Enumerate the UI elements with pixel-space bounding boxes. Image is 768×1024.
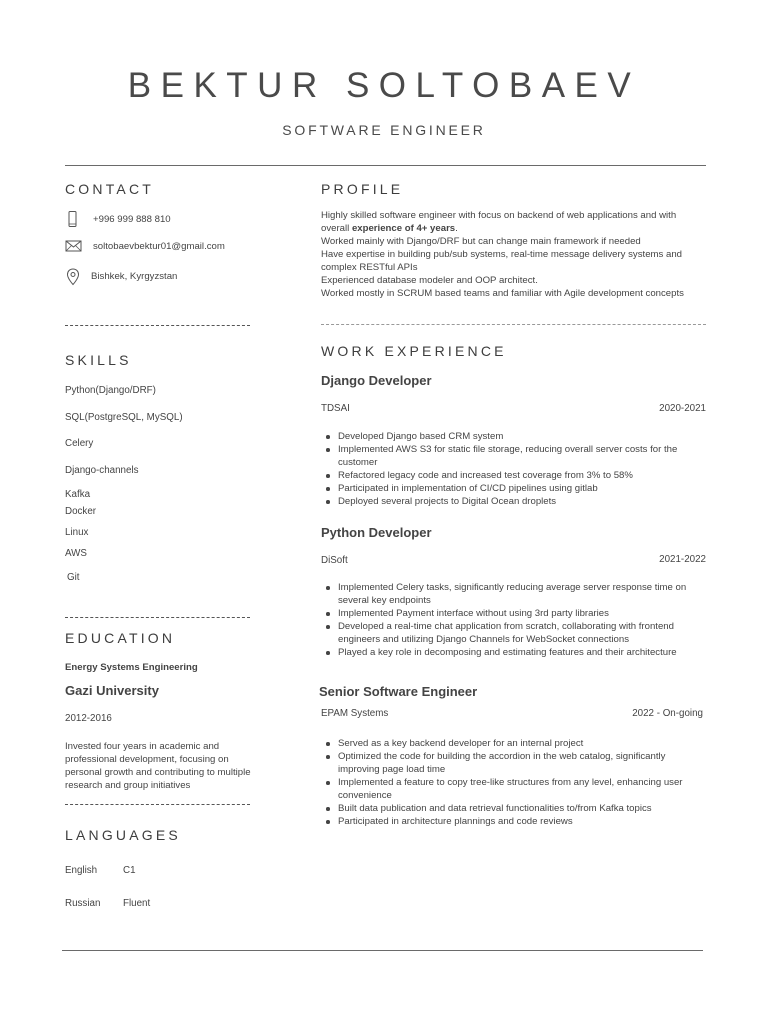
job-title: Senior Software Engineer [319,684,478,699]
mail-icon [65,238,83,254]
list-item: Developed a real-time chat application from scratch, collaborating with frontend engineers and utilizing Django Channels for WebSocket connections [338,620,706,646]
job-title: Python Developer [321,525,432,540]
education-heading: EDUCATION [65,630,176,646]
skills-divider [65,617,250,618]
list-item: Played a key role in decomposing and estimating features and their architecture [338,646,706,659]
skill-item: SQL(PostgreSQL, MySQL) [65,412,183,423]
job-company: DiSoft [321,555,348,566]
education-degree: Energy Systems Engineering [65,662,198,673]
contact-location [65,268,177,284]
job-dates: 2022 - On-going [632,708,703,719]
language-name: Russian [65,898,101,909]
profile-line: Have expertise in building pub/sub systems, real-time message delivery systems and complex RESTful APIs [321,249,682,273]
phone-icon [65,211,83,227]
job-company: EPAM Systems [321,708,389,719]
profile-line: Worked mainly with Django/DRF but can change main framework if needed [321,236,641,247]
list-item: Built data publication and data retrieval functionalities to/from Kafka topics [338,802,708,815]
profile-heading: PROFILE [321,181,404,197]
list-item: Participated in implementation of CI/CD pipelines using gitlab [338,482,706,495]
contact-email[interactable] [65,238,225,254]
language-row [65,898,150,909]
list-item: Deployed several projects to Digital Ocean droplets [338,495,706,508]
job-dates: 2020-2021 [659,403,706,414]
job-bullets [321,581,706,659]
job-company: TDSAI [321,403,350,414]
skill-item: Django-channels [65,465,139,476]
work-heading: WORK EXPERIENCE [321,343,507,359]
skill-item: Celery [65,438,94,449]
contact-phone[interactable] [65,211,171,227]
education-school: Gazi University [65,683,159,698]
phone-text: +996 999 888 810 [93,213,171,225]
location-pin-icon [65,268,81,284]
language-level: Fluent [123,898,151,909]
list-item: Participated in architecture plannings and code reviews [338,815,708,828]
skills-heading: SKILLS [65,352,132,368]
list-item: Implemented Celery tasks, significantly reducing average server response time on several key endpoints [338,581,706,607]
header-divider [65,165,706,166]
language-name: English [65,865,98,876]
contact-heading: CONTACT [65,181,155,197]
list-item: Refactored legacy code and increased test coverage from 3% to 58% [338,469,706,482]
skill-item: Linux [65,527,89,538]
education-description: Invested four years in academic and professional development, focusing on personal growth and contributing to multiple research and group initiatives [65,741,251,791]
contact-divider [65,325,250,326]
profile-line: Worked mostly in SCRUM based teams and familiar with Agile development concepts [321,288,684,299]
list-item: Implemented AWS S3 for static file storage, reducing overall server costs for the customer [338,443,706,469]
list-item: Developed Django based CRM system [338,430,706,443]
profile-summary [321,209,697,300]
skill-item: Git [67,572,80,583]
job-bullets [321,737,708,828]
skill-item: Python(Django/DRF) [65,385,156,396]
candidate-name: BEKTUR SOLTOBAEV [127,66,641,105]
skill-item: Docker [65,506,97,517]
footer-divider [62,950,703,951]
location-text: Bishkek, Kyrgyzstan [91,270,178,282]
list-item: Optimized the code for building the accordion in the web catalog, significantly improving page load time [338,750,708,776]
list-item: Implemented Payment interface without using 3rd party libraries [338,607,706,620]
job-dates: 2021-2022 [659,554,706,565]
job-title: Django Developer [321,373,432,388]
profile-line: Experienced database modeler and OOP architect. [321,275,538,286]
language-row [65,865,136,876]
language-level: C1 [123,865,136,876]
profile-line: Highly skilled software engineer with focus on backend of web applications and with overall experience of 4+ years. [321,210,677,234]
profile-divider [321,324,706,325]
skill-item: Kafka [65,489,91,500]
skill-item: AWS [65,548,87,559]
education-divider [65,804,250,805]
email-text: soltobaevbektur01@gmail.com [93,240,225,252]
job-title: SOFTWARE ENGINEER [282,122,486,138]
list-item: Implemented a feature to copy tree-like structures from any level, enhancing user convenience [338,776,708,802]
languages-heading: LANGUAGES [65,827,181,843]
education-years: 2012-2016 [65,713,112,724]
job-bullets [321,430,706,508]
list-item: Served as a key backend developer for an internal project [338,737,708,750]
